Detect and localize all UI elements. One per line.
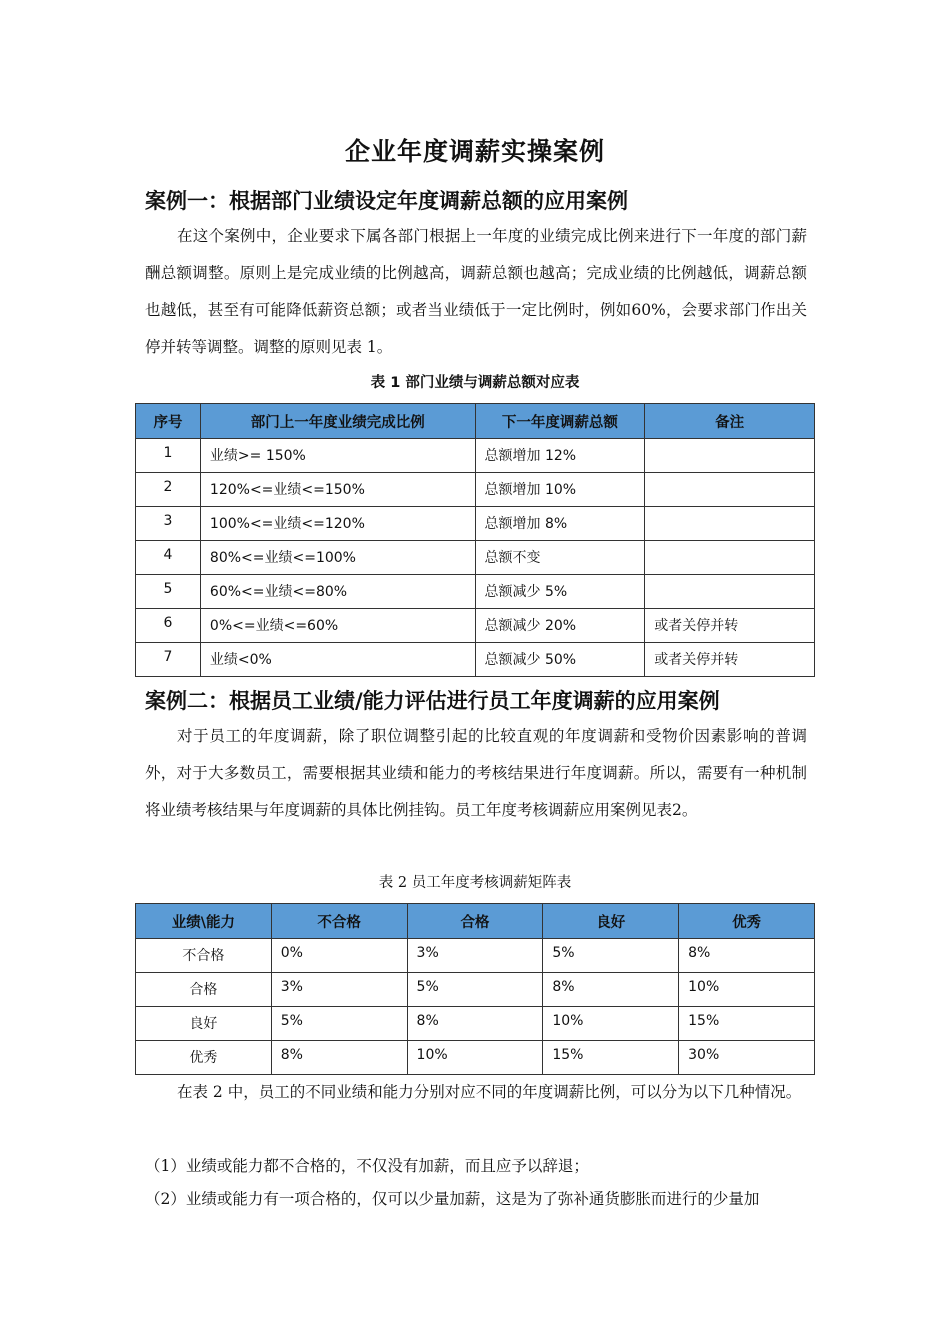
case1-heading: 案例一：根据部门业绩设定年度调薪总额的应用案例 xyxy=(145,189,628,213)
table-row xyxy=(136,575,815,609)
list-item: （1）业绩或能力都不合格的，不仅没有加薪，而且应予以辞退； xyxy=(145,1157,589,1175)
table-row-label: 良好 xyxy=(136,1007,272,1041)
table-cell: 8% xyxy=(679,939,815,973)
table-cell: 10% xyxy=(679,973,815,1007)
table-cell: 总额增加 10% xyxy=(475,473,645,507)
table-cell xyxy=(645,575,815,609)
table2 xyxy=(135,903,815,1075)
table-cell: 3% xyxy=(271,973,407,1007)
table-cell: 8% xyxy=(407,1007,543,1041)
table-cell: 3 xyxy=(136,507,201,541)
table-row xyxy=(136,1041,815,1075)
table1-header-cell: 序号 xyxy=(136,404,201,439)
table-row xyxy=(136,643,815,677)
table2-header-row xyxy=(136,904,815,939)
table-cell: 100%<=业绩<=120% xyxy=(200,507,475,541)
table-row xyxy=(136,939,815,973)
table1-header-row xyxy=(136,404,815,439)
case2-heading: 案例二：根据员工业绩/能力评估进行员工年度调薪的应用案例 xyxy=(145,689,720,713)
table-cell: 5% xyxy=(407,973,543,1007)
table-cell xyxy=(645,541,815,575)
table-row xyxy=(136,473,815,507)
table-cell: 5% xyxy=(271,1007,407,1041)
table1-caption: 表 1 部门业绩与调薪总额对应表 xyxy=(370,375,580,391)
table-cell: 0%<=业绩<=60% xyxy=(200,609,475,643)
table2-header-cell: 良好 xyxy=(543,904,679,939)
table-row xyxy=(136,507,815,541)
table-cell: 5 xyxy=(136,575,201,609)
table-row xyxy=(136,1007,815,1041)
table1 xyxy=(135,403,815,677)
list-item: （2）业绩或能力有一项合格的，仅可以少量加薪，这是为了弥补通货膨胀而进行的少量加 xyxy=(145,1190,760,1208)
table1-header-cell: 下一年度调薪总额 xyxy=(475,404,645,439)
case2-paragraph: 对于员工的年度调薪，除了职位调整引起的比较直观的年度调薪和受物价因素影响的普调外，对于大多数员工，需要根据其业绩和能力的考核结果进行年度调薪。所以，需要有一种机制将业绩考核结果与年度调薪的具体比例挂钩。员工年度考核调薪应用案例见表2。 xyxy=(145,727,807,819)
table-cell: 120%<=业绩<=150% xyxy=(200,473,475,507)
case1-paragraph: 在这个案例中，企业要求下属各部门根据上一年度的业绩完成比例来进行下一年度的部门薪酬总额调整。原则上是完成业绩的比例越高，调薪总额也越高；完成业绩的比例越低，调薪总额也越低，甚至有可能降低薪资总额；或者当业绩低于一定比例时，例如60%，会要求部门作出关停并转等调整。调整的原则见表 1。 xyxy=(145,227,807,356)
table-cell: 10% xyxy=(543,1007,679,1041)
table2-caption: 表 2 员工年度考核调薪矩阵表 xyxy=(378,875,572,891)
table-row xyxy=(136,973,815,1007)
table-cell: 4 xyxy=(136,541,201,575)
table-cell: 总额增加 12% xyxy=(475,439,645,473)
table-row xyxy=(136,541,815,575)
table-cell: 或者关停并转 xyxy=(645,643,815,677)
table-cell: 8% xyxy=(271,1041,407,1075)
table-cell xyxy=(645,473,815,507)
table2-header-cell: 不合格 xyxy=(271,904,407,939)
table-cell xyxy=(645,439,815,473)
document-title: 企业年度调薪实操案例 xyxy=(344,137,605,166)
table-row-label: 不合格 xyxy=(136,939,272,973)
table-cell: 总额不变 xyxy=(475,541,645,575)
table-cell: 60%<=业绩<=80% xyxy=(200,575,475,609)
table-cell: 业绩<0% xyxy=(200,643,475,677)
table-cell: 6 xyxy=(136,609,201,643)
table-row-label: 合格 xyxy=(136,973,272,1007)
table-cell: 15% xyxy=(679,1007,815,1041)
table-cell: 总额减少 20% xyxy=(475,609,645,643)
table-cell: 5% xyxy=(543,939,679,973)
table1-header-cell: 部门上一年度业绩完成比例 xyxy=(200,404,475,439)
table-cell: 总额减少 5% xyxy=(475,575,645,609)
table-cell xyxy=(645,507,815,541)
table-cell: 或者关停并转 xyxy=(645,609,815,643)
table-cell: 3% xyxy=(407,939,543,973)
table-cell: 总额增加 8% xyxy=(475,507,645,541)
table-cell: 10% xyxy=(407,1041,543,1075)
table-cell: 7 xyxy=(136,643,201,677)
table2-explanation: 在表 2 中，员工的不同业绩和能力分别对应不同的年度调薪比例，可以分为以下几种情况。 xyxy=(177,1083,802,1101)
table-cell: 0% xyxy=(271,939,407,973)
table2-header-cell: 优秀 xyxy=(679,904,815,939)
table-row-label: 优秀 xyxy=(136,1041,272,1075)
table2-header-cell: 合格 xyxy=(407,904,543,939)
table-row xyxy=(136,439,815,473)
table-cell: 30% xyxy=(679,1041,815,1075)
table2-header-cell: 业绩\能力 xyxy=(136,904,272,939)
table-cell: 15% xyxy=(543,1041,679,1075)
table-cell: 总额减少 50% xyxy=(475,643,645,677)
table-row xyxy=(136,609,815,643)
table-cell: 2 xyxy=(136,473,201,507)
table-cell: 业绩>= 150% xyxy=(200,439,475,473)
table-cell: 1 xyxy=(136,439,201,473)
table-cell: 8% xyxy=(543,973,679,1007)
table-cell: 80%<=业绩<=100% xyxy=(200,541,475,575)
table1-header-cell: 备注 xyxy=(645,404,815,439)
